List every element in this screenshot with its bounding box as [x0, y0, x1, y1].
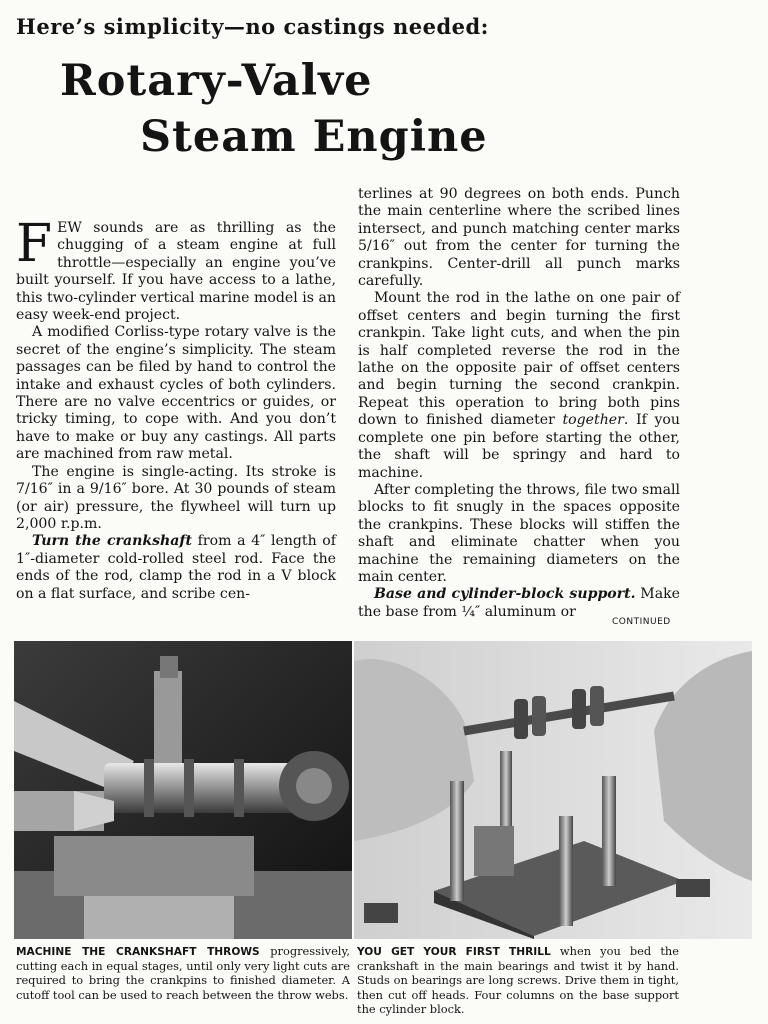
article-title-line-2: Steam Engine: [140, 112, 488, 162]
caption-left-text: progressively, cutting each in equal stages, until only very light cuts are required to bring the crankpins to finished diameter. A cutoff tool can be used to reach between the throw webs.: [16, 944, 350, 1002]
paragraph-base: [358, 586, 680, 621]
drop-cap: F: [16, 214, 53, 274]
crankshaft-text: from a 4″ length of 1″-diameter cold-rolled steel rod. Face the ends of the rod, clamp the rod in a V block on a flat surface, and scribe cen-: [16, 533, 336, 602]
base-lead-in: Base and cylinder-block support.: [374, 586, 636, 603]
article-column-right: [358, 186, 680, 621]
crankshaft-lead-in: Turn the crankshaft: [32, 533, 192, 550]
lathe-text-a: Mount the rod in the lathe on one pair of offset centers and begin turning the first crankpin. Take light cuts, and when the pin is half completed reverse the rod in the lathe on the opposite pair of offset centers and begin turning the second crankpin. Repeat this operation to bring both pins down to finished diameter: [358, 290, 680, 429]
kicker-headline: Here’s simplicity—no castings needed:: [16, 14, 489, 39]
lathe-text-b: . If you complete one pin before starting the other, the shaft will be springy and hard to machine.: [358, 412, 680, 481]
caption-right: [357, 944, 679, 1016]
article-title-line-1: Rotary-Valve: [60, 56, 373, 106]
caption-left-lead: MACHINE THE CRANKSHAFT THROWS: [16, 946, 260, 958]
base-text: Make the base from ¼″ aluminum or: [358, 586, 681, 620]
paragraph-single-acting: The engine is single-acting. Its stroke is 7/16″ in a 9/16″ bore. At 30 pounds of steam (or air) pressure, the flywheel will turn up 2,000 r.p.m.: [16, 463, 336, 532]
paragraph-intro: [16, 214, 336, 324]
caption-right-text: when you bed the crankshaft in the main bearings and twist it by hand. Studs on bearings are long screws. Drive them in tight, then cut off heads. Four columns on the base support the cylinder block.: [357, 944, 679, 1016]
caption-right-lead: YOU GET YOUR FIRST THRILL: [357, 946, 551, 958]
crankshaft-photo-illustration: [354, 641, 752, 939]
paragraph-lathe: [358, 290, 680, 481]
caption-left: [16, 944, 350, 1002]
paragraph-centerlines: terlines at 90 degrees on both ends. Punch the main centerline where the scribed lines intersect, and punch matching center marks 5/16″ out from the center for turning the crankpins. Center-drill all punch marks carefully.: [358, 186, 680, 290]
paragraph-crankshaft: [16, 533, 336, 603]
photo-lathe-crankshaft: [14, 641, 352, 939]
paragraph-throws: After completing the throws, file two small blocks to fit snugly in the spaces opposite the crankpins. These blocks will stiffen the shaft and eliminate chatter when you machine the remaining diameters on the main center.: [358, 481, 680, 585]
lathe-emphasis: together: [562, 412, 624, 429]
paragraph-corliss: A modified Corliss-type rotary valve is the secret of the engine’s simplicity. The steam passages can be filed by hand to control the intake and exhaust cycles of both cylinders. There are no valve eccentrics or guides, or tricky timing, to cope with. And you don’t have to make or buy any castings. All parts are machined from raw metal.: [16, 324, 336, 463]
photo-crankshaft-base: [354, 641, 752, 939]
continued-label: CONTINUED: [612, 617, 671, 627]
article-column-left: [16, 214, 336, 603]
paragraph-intro-text: EW sounds are as thrilling as the chugging of a steam engine at full throttle—especially an engine you’ve built yourself. If you have access to a lathe, this two-cylinder vertical marine model is an easy week-end project.: [16, 220, 336, 324]
lathe-photo-illustration: [14, 641, 352, 939]
